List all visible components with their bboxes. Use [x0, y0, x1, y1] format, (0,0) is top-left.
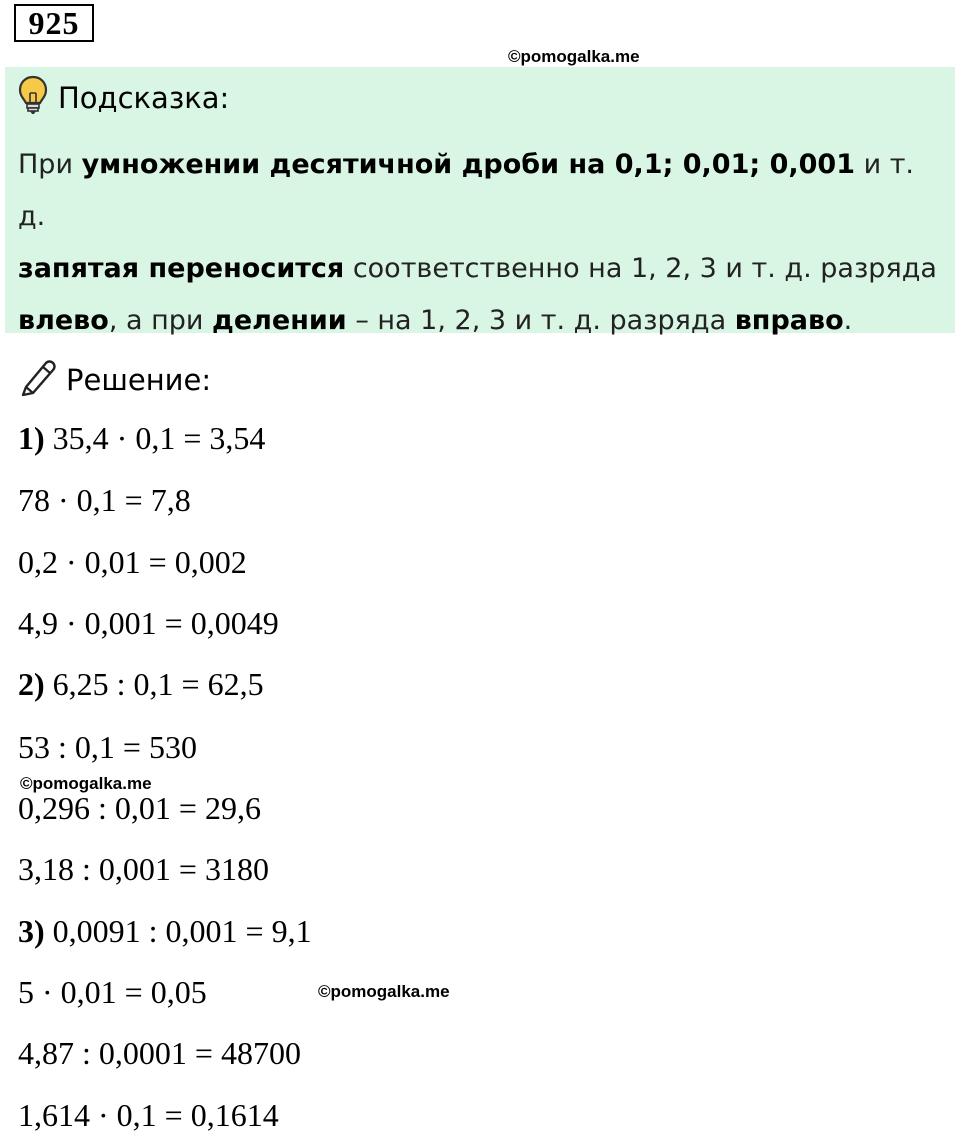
expression: 0,0091 : 0,001 = 9,1 — [44, 913, 312, 949]
solution-line — [18, 851, 269, 888]
hint-line-3-bold-2: делении — [212, 305, 347, 336]
solution-line — [18, 605, 279, 642]
solution-line — [18, 1097, 279, 1134]
hint-line-1-tail: и т. д. — [18, 149, 915, 232]
solution-line — [18, 974, 207, 1011]
expression: 35,4 · 0,1 = 3,54 — [44, 420, 266, 456]
hint-header — [18, 76, 229, 120]
solution-line — [18, 790, 261, 827]
hint-line-3-bold-3: вправо — [734, 305, 844, 336]
hint-line-2 — [18, 243, 948, 295]
expression: 53 : 0,1 = 530 — [18, 729, 197, 765]
hint-line-1 — [18, 139, 948, 243]
watermark: ©pomogalka.me — [20, 774, 152, 793]
hint-line-3-text-1: , а при — [108, 305, 213, 336]
hint-line-1-bold: умножении десятичной дроби на 0,1; 0,01; 0,001 — [81, 149, 855, 180]
solution-line — [18, 420, 265, 457]
hint-line-2-text: соответственно на 1, 2, 3 и т. д. разряда — [344, 253, 937, 284]
hint-line-1-text: При — [18, 149, 82, 180]
solution-line — [18, 482, 191, 519]
expression: 78 · 0,1 = 7,8 — [18, 482, 191, 518]
task-number: 925 — [14, 4, 94, 42]
solution-line — [18, 729, 197, 766]
expression: 4,9 · 0,001 = 0,0049 — [18, 605, 279, 641]
expression: 6,25 : 0,1 = 62,5 — [44, 666, 264, 702]
watermark: ©pomogalka.me — [318, 982, 450, 1001]
lightbulb-icon — [18, 75, 48, 122]
expression: 0,296 : 0,01 = 29,6 — [18, 790, 261, 826]
expression: 4,87 : 0,0001 = 48700 — [18, 1035, 301, 1071]
hint-line-2-bold: запятая переносится — [18, 253, 345, 284]
expression: 5 · 0,01 = 0,05 — [18, 974, 207, 1010]
solution-line — [18, 544, 247, 581]
hint-title: Подсказка: — [58, 81, 230, 115]
solution-header — [18, 356, 211, 404]
hint-text — [18, 139, 948, 347]
expression: 0,2 · 0,01 = 0,002 — [18, 544, 247, 580]
hint-line-3-bold-1: влево — [18, 305, 109, 336]
solution-line — [18, 666, 264, 703]
hint-line-3 — [18, 295, 948, 347]
part-label: 3) — [18, 913, 45, 949]
expression: 3,18 : 0,001 = 3180 — [18, 851, 269, 887]
solution-line — [18, 913, 312, 950]
hint-line-3-text-2: – на 1, 2, 3 и т. д. разряда — [346, 305, 735, 336]
expression: 1,614 · 0,1 = 0,1614 — [18, 1097, 279, 1133]
hint-line-3-text-3: . — [843, 305, 853, 336]
watermark: ©pomogalka.me — [508, 47, 640, 66]
solution-title: Решение: — [66, 363, 212, 397]
part-label: 1) — [18, 420, 45, 456]
part-label: 2) — [18, 666, 45, 702]
pencil-icon — [18, 357, 58, 404]
solution-line — [18, 1035, 301, 1072]
